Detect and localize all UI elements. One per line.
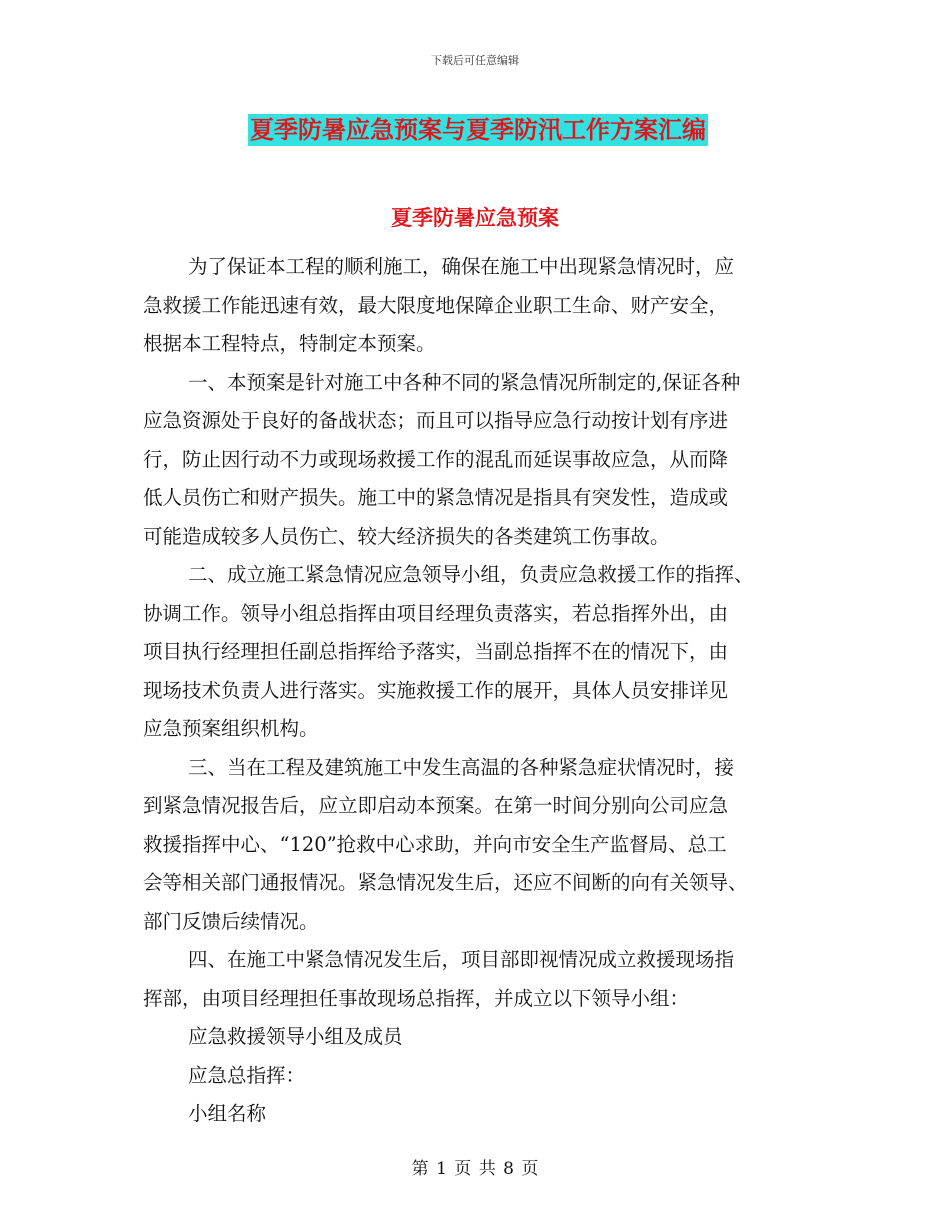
page-footer: 第 1 页 共 8 页: [411, 1159, 539, 1179]
body-line: 应急救援领导小组及成员: [188, 1025, 403, 1048]
body-line: 现场技术负责人进行落实。实施救援工作的展开，具体人员安排详见: [143, 678, 729, 702]
body-line: 二、成立施工紧急情况应急领导小组，负责应急救援工作的指挥、: [188, 563, 754, 586]
body-line: 行，防止因行动不力或现场救援工作的混乱而延误事故应急，从而降: [143, 447, 729, 471]
body-line: 到紧急情况报告后，应立即启动本预案。在第一时间分别向公司应急: [143, 794, 729, 817]
body-line: 低人员伤亡和财产损失。施工中的紧急情况是指具有突发性，造成或: [143, 486, 729, 509]
body-line: 挥部，由项目经理担任事故现场总指挥，并成立以下领导小组：: [143, 986, 690, 1010]
document-body: [143, 248, 809, 1134]
body-line: 会等相关部门通报情况。紧急情况发生后，还应不间断的向有关领导、: [143, 871, 748, 894]
header-note: 下载后可任意编辑: [431, 54, 519, 67]
body-line: 三、当在工程及建筑施工中发生高温的各种紧急症状情况时，接: [188, 755, 735, 779]
body-line: 协调工作。领导小组总指挥由项目经理负责落实，若总指挥外出，由: [143, 601, 729, 625]
body-line: 一、本预案是针对施工中各种不同的紧急情况所制定的,保证各种: [188, 370, 741, 394]
body-line: 根据本工程特点，特制定本预案。: [143, 332, 436, 355]
body-line: 应急总指挥：: [188, 1063, 306, 1087]
body-line: 小组名称: [188, 1102, 267, 1125]
body-line: 可能造成较多人员伤亡、较大经济损失的各类建筑工伤事故。: [143, 524, 670, 548]
body-line: 为了保证本工程的顺利施工，确保在施工中出现紧急情况时，应: [188, 255, 735, 278]
body-line: 部门反馈后续情况。: [143, 909, 319, 933]
body-line: 应急资源处于良好的备战状态；而且可以指导应急行动按计划有序进: [143, 409, 729, 432]
body-line: 四、在施工中紧急情况发生后，项目部即视情况成立救援现场指: [188, 948, 735, 971]
section-title: 夏季防暑应急预案: [391, 206, 559, 230]
main-title: 夏季防暑应急预案与夏季防汛工作方案汇编: [250, 116, 706, 144]
body-line: 应急预案组织机构。: [143, 717, 319, 740]
body-line: 救援指挥中心、“120”抢救中心求助，并向市安全生产监督局、总工: [143, 832, 727, 856]
body-line: 急救援工作能迅速有效，最大限度地保障企业职工生命、财产安全，: [143, 293, 729, 317]
body-line: 项目执行经理担任副总指挥给予落实，当副总指挥不在的情况下，由: [143, 640, 729, 663]
